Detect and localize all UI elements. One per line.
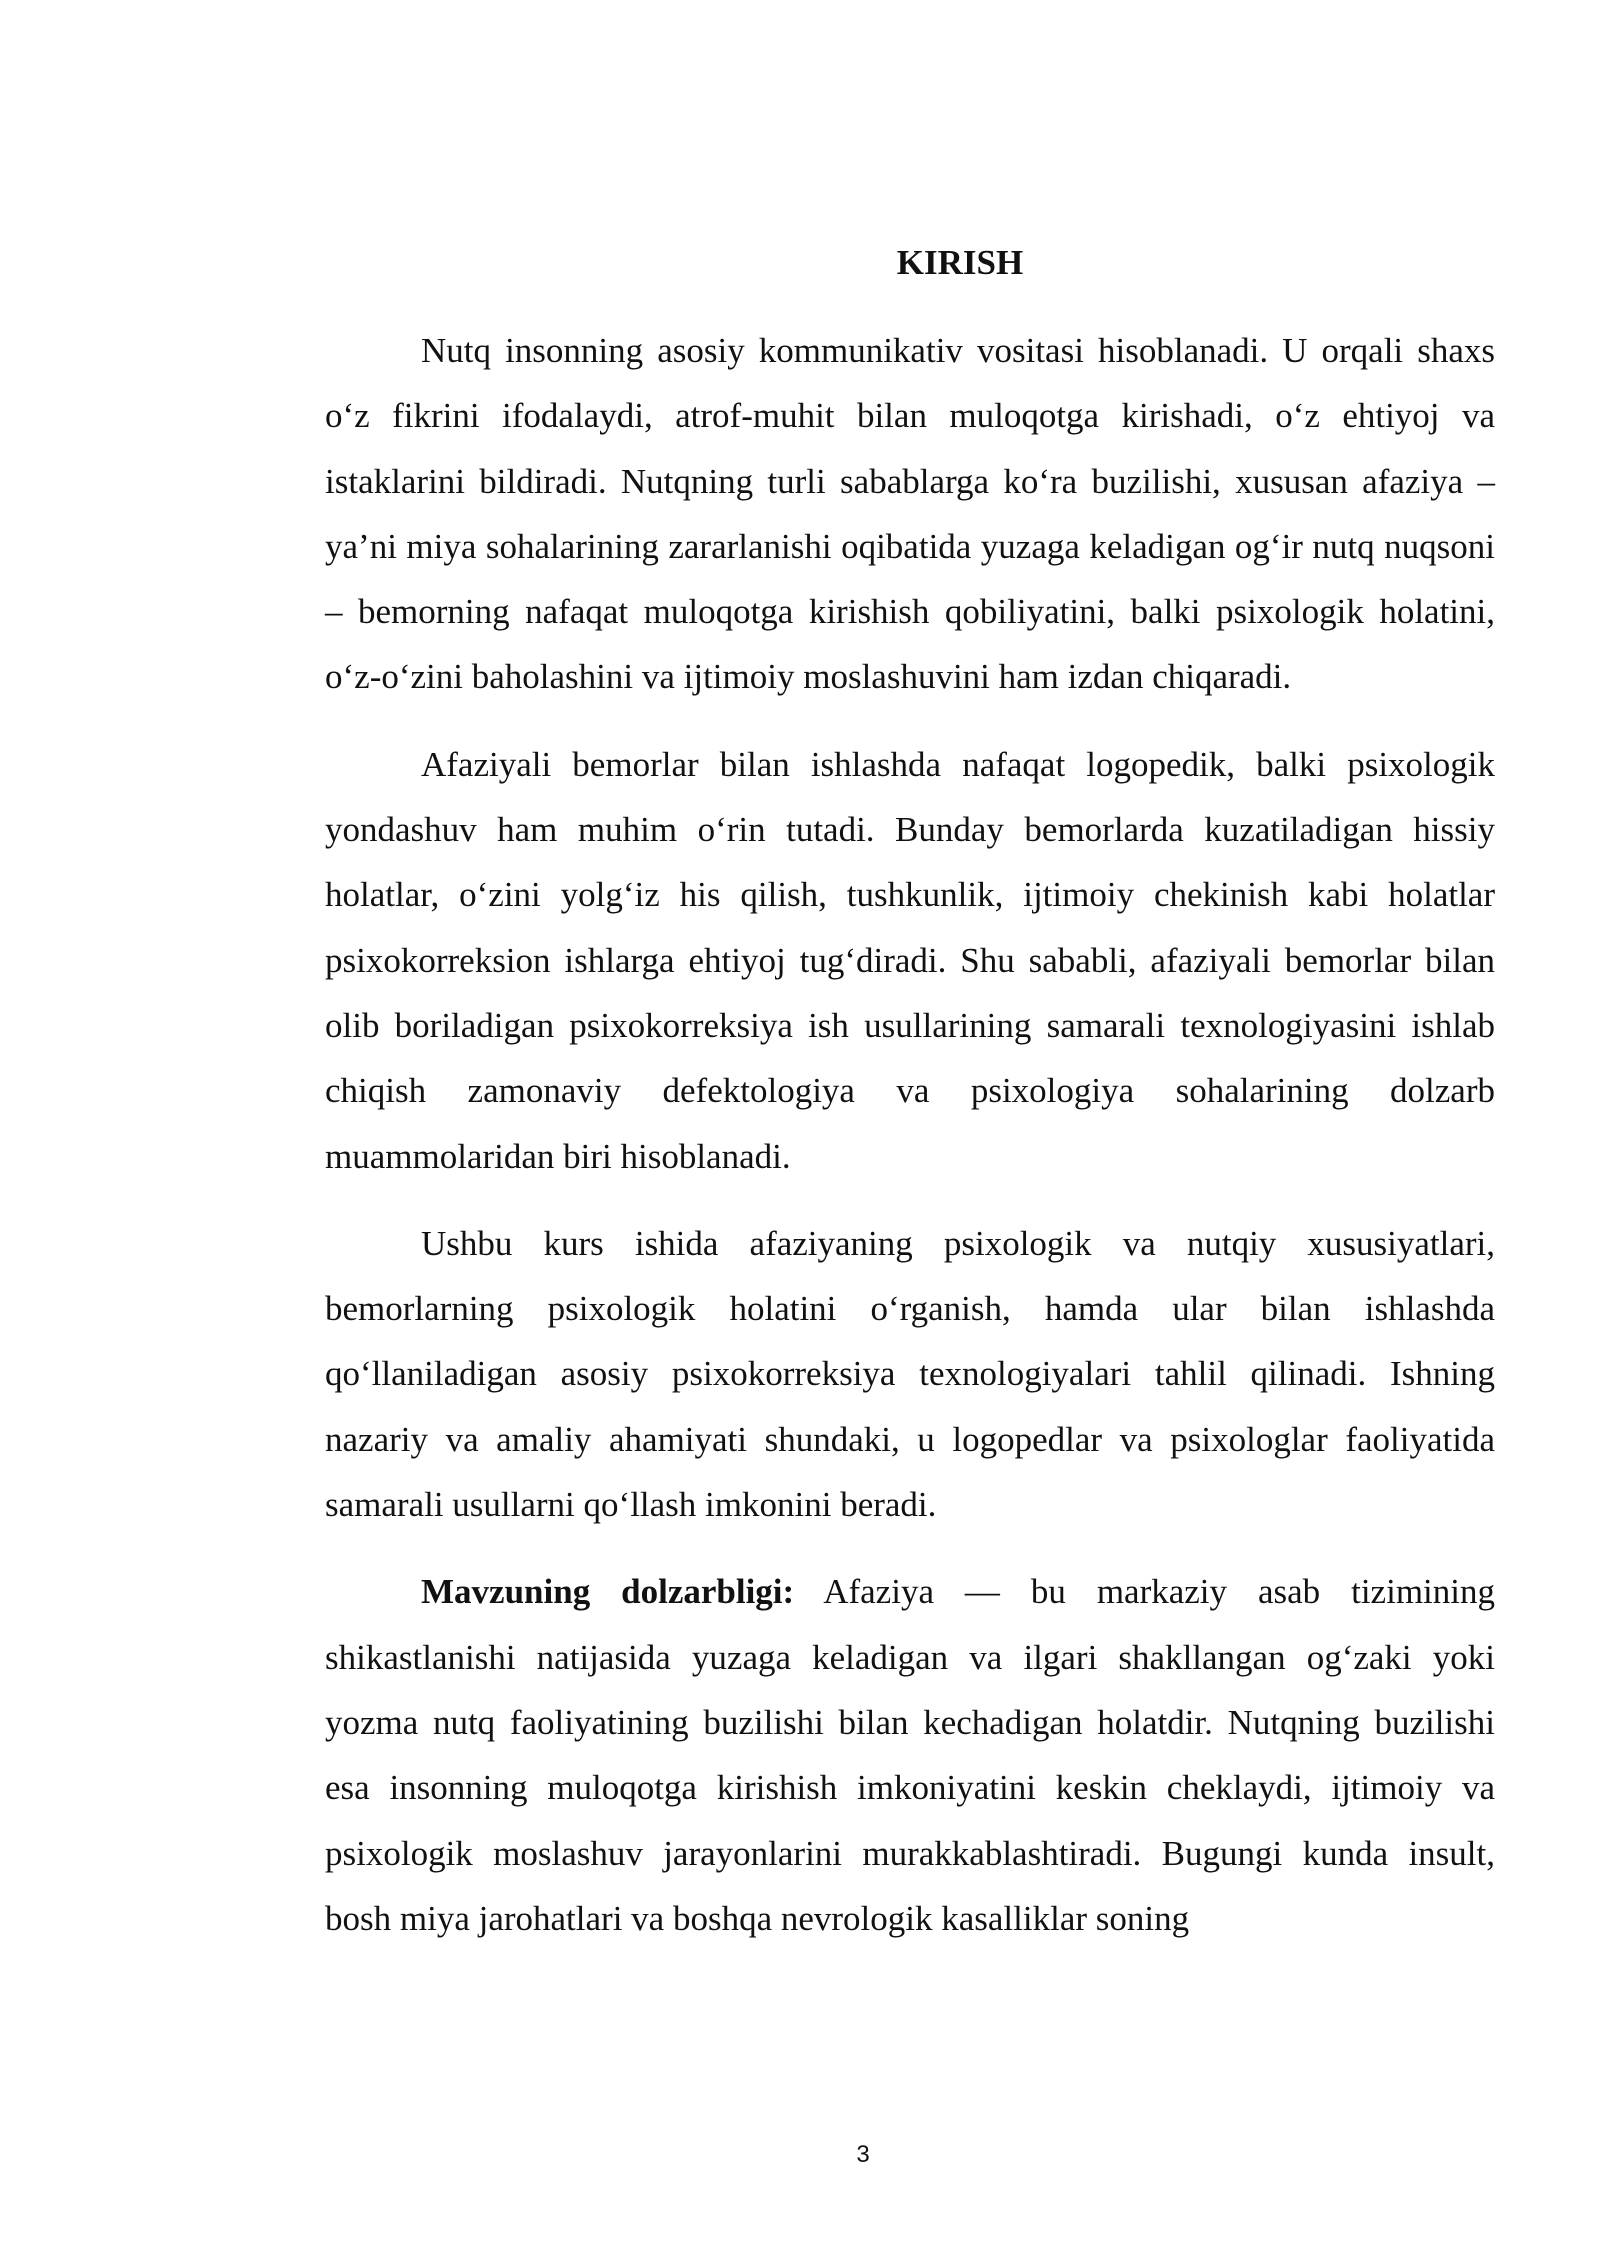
paragraph-intro bbox=[325, 318, 1495, 710]
section-heading: KIRISH bbox=[896, 243, 1024, 282]
paragraph-text: Ushbu kurs ishida afaziyaning psixologik va nutqiy xususiyatlari, bemorlarning psixologik holatini o‘rganish, hamda ular bilan ishlashda qo‘llaniladigan asosiy psixokorreksiya texnologiyalari tahlil qilinadi. Ishning nazariy va amaliy ahamiyati shundaki, u logopedlar va psixologlar faoliyatida samarali usullarni qo‘llash imkonini beradi. bbox=[325, 1223, 1495, 1525]
paragraph-text: Nutq insonning asosiy kommunikativ vositasi hisoblanadi. U orqali shaxs o‘z fikrini ifodalaydi, atrof-muhit bilan muloqotga kirishadi, o‘z ehtiyoj va istaklarini bildiradi. Nutqning turli sabablarga ko‘ra buzilishi, xususan afaziya – ya’ni miya sohalarining zararlanishi oqibatida yuzaga keladigan og‘ir nutq nuqsoni – bemorning nafaqat muloqotga kirishish qobiliyatini, balki psixologik holatini, o‘z-o‘zini baholashini va ijtimoiy moslashuvini ham izdan chiqaradi. bbox=[325, 331, 1495, 697]
page-number: 3 bbox=[856, 2141, 870, 2168]
paragraph-text: Afaziyali bemorlar bilan ishlashda nafaqat logopedik, balki psixologik yondashuv ham muhim o‘rin tutadi. Bunday bemorlarda kuzatiladigan hissiy holatlar, o‘zini yolg‘iz his qilish, tushkunlik, ijtimoiy chekinish kabi holatlar psixokorreksion ishlarga ehtiyoj tug‘diradi. Shu sababli, afaziyali bemorlar bilan olib boriladigan psixokorreksiya ish usullarining samarali texnologiyasini ishlab chiqish zamonaviy defektologiya va psixologiya sohalarining dolzarb muammolaridan biri hisoblanadi. bbox=[325, 744, 1495, 1176]
paragraph-text: Afaziya — bu markaziy asab tizimining shikastlanishi natijasida yuzaga keladigan va ilgari shakllangan og‘zaki yoki yozma nutq faoliyatining buzilishi bilan kechadigan holatdir. Nutqning buzilishi esa insonning muloqotga kirishish imkoniyatini keskin cheklaydi, ijtimoiy va psixologik moslashuv jarayonlarini murakkablashtiradi. Bugungi kunda insult, bosh miya jarohatlari va boshqa nevrologik kasalliklar soning bbox=[325, 1572, 1495, 1938]
paragraph-relevance bbox=[325, 1559, 1495, 1951]
paragraph-label: Mavzuning dolzarbligi: bbox=[421, 1572, 795, 1612]
paragraph-course-work bbox=[325, 1211, 1495, 1537]
paragraph-approach bbox=[325, 732, 1495, 1189]
body-text bbox=[325, 318, 1495, 1973]
